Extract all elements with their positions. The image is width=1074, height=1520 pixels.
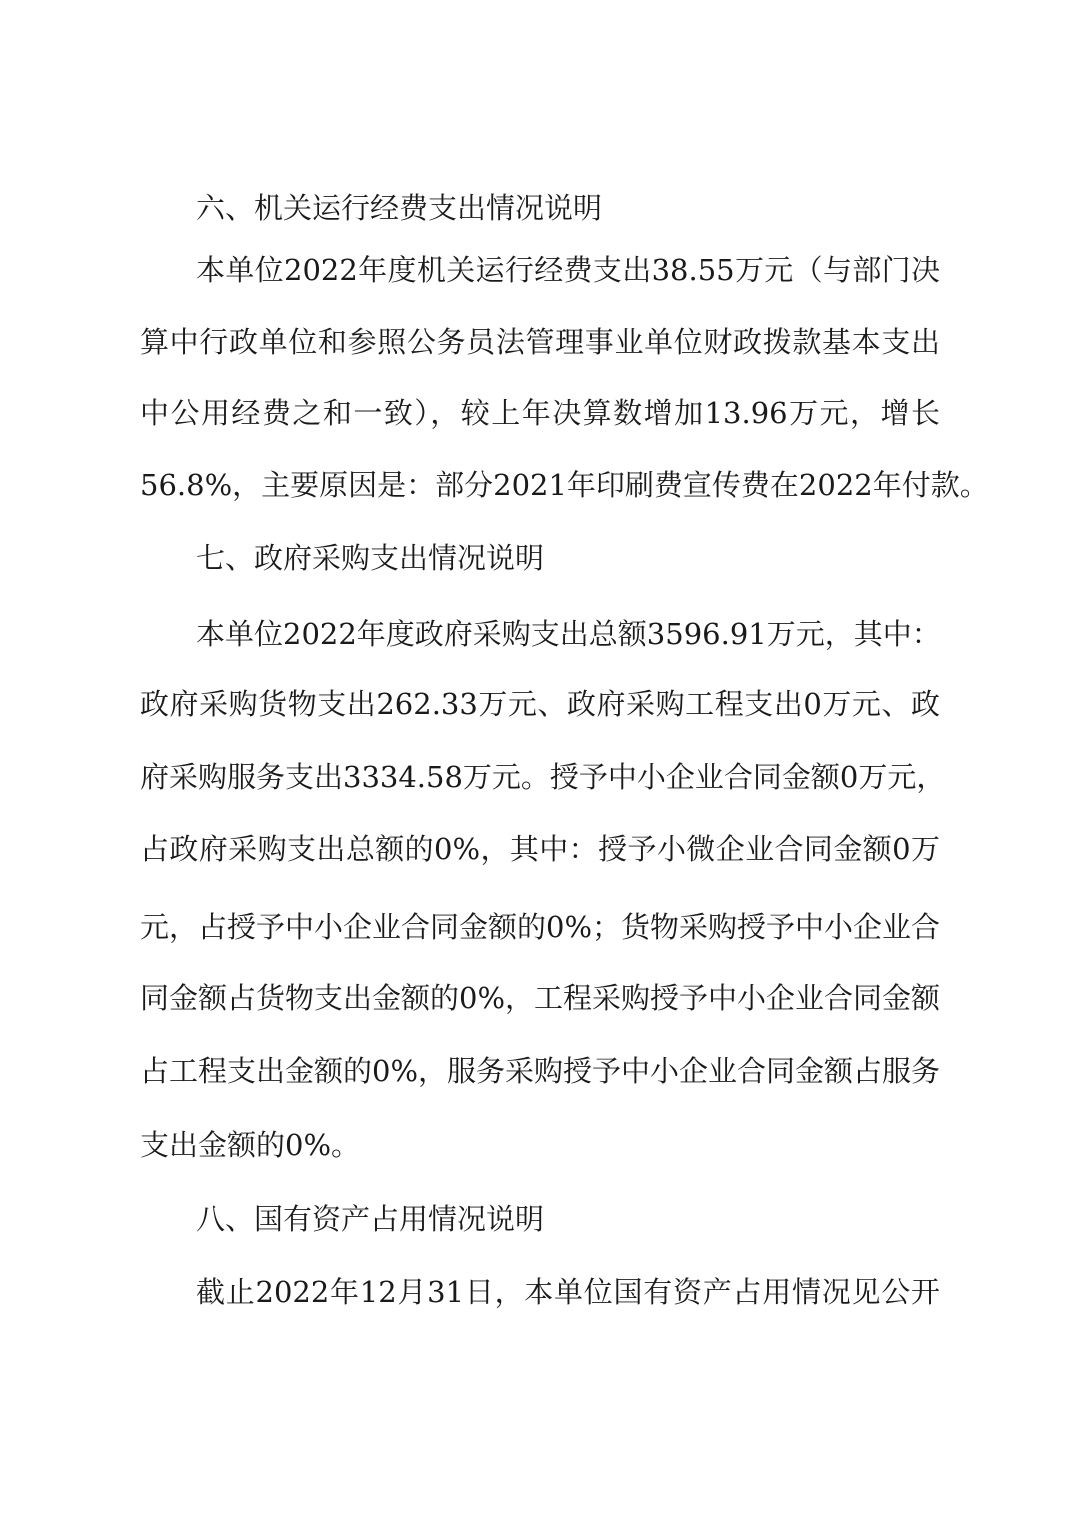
paragraph-line: 府采购服务支出3334.58万元。授予中小企业合同金额0万元，: [140, 760, 946, 794]
paragraph-line: 支出金额的0%。: [140, 1128, 361, 1162]
section-heading-6: 六、机关运行经费支出情况说明: [196, 191, 603, 225]
paragraph-line: 同金额占货物支出金额的0%，工程采购授予中小企业合同金额: [140, 981, 941, 1015]
paragraph-line: 本单位2022年度政府采购支出总额3596.91万元，其中：: [196, 617, 941, 651]
section-heading-8: 八、国有资产占用情况说明: [196, 1202, 545, 1236]
paragraph-line: 占工程支出金额的0%，服务采购授予中小企业合同金额占服务: [140, 1054, 941, 1088]
section-heading-7: 七、政府采购支出情况说明: [196, 541, 545, 575]
paragraph-line: 本单位2022年度机关运行经费支出38.55万元（与部门决: [196, 253, 940, 287]
paragraph-line: 政府采购货物支出262.33万元、政府采购工程支出0万元、政: [140, 687, 940, 721]
paragraph-line: 56.8%，主要原因是：部分2021年印刷费宣传费在2022年付款。: [140, 468, 989, 502]
paragraph-line: 截止2022年12月31日，本单位国有资产占用情况见公开: [196, 1275, 940, 1309]
paragraph-line: 元，占授予中小企业合同金额的0%；货物采购授予中小企业合: [140, 910, 941, 944]
paragraph-line: 占政府采购支出总额的0%，其中：授予小微企业合同金额0万: [140, 832, 940, 866]
paragraph-line: 算中行政单位和参照公务员法管理事业单位财政拨款基本支出: [140, 325, 940, 359]
paragraph-line: 中公用经费之和一致），较上年决算数增加13.96万元，增长: [140, 396, 940, 430]
